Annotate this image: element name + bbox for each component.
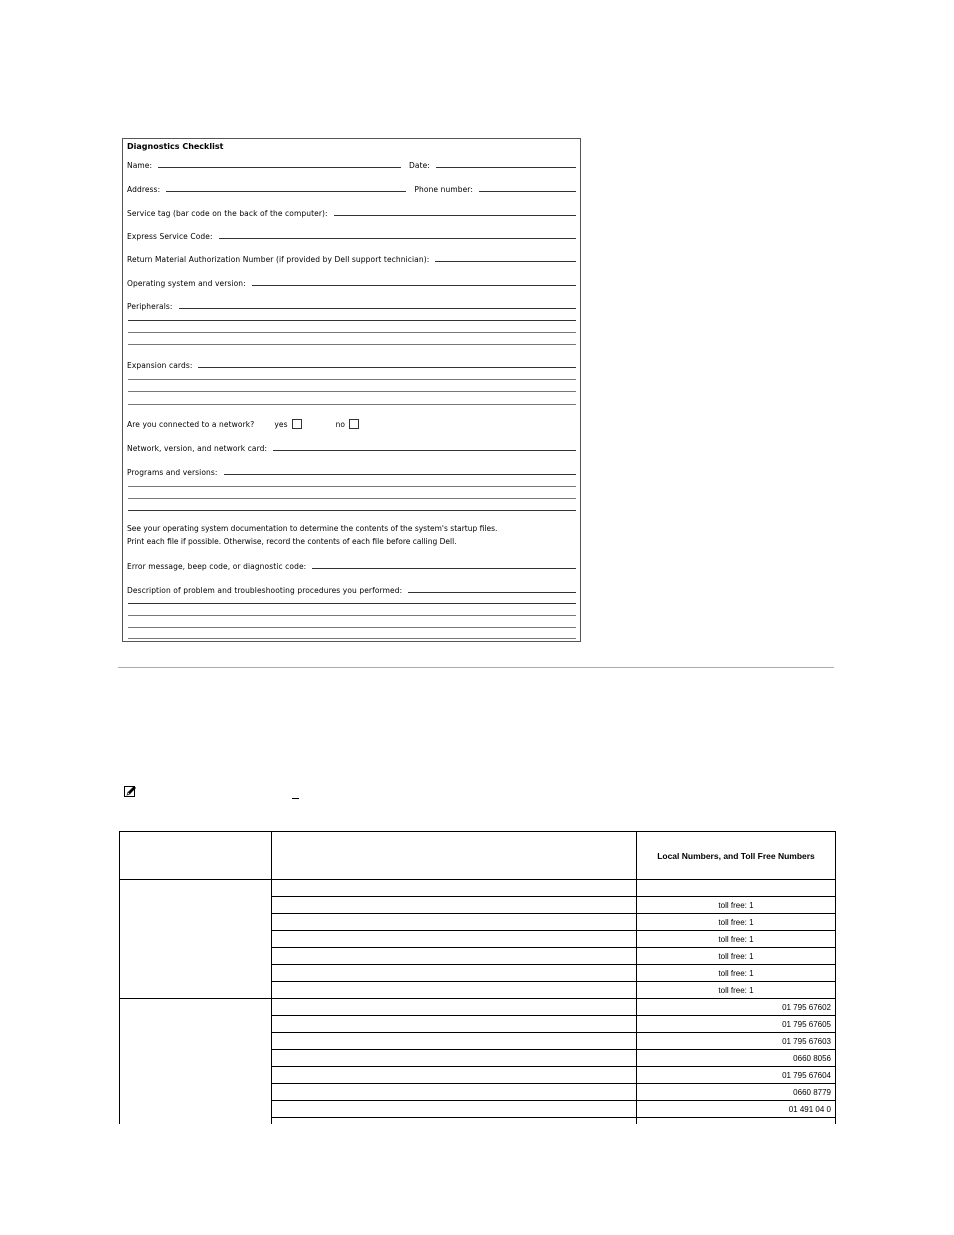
peripherals-line[interactable]	[128, 344, 576, 345]
expansion-label: Expansion cards:	[127, 361, 193, 370]
programs-line[interactable]	[128, 486, 576, 487]
name-date-row	[127, 158, 576, 170]
service-tag-label: Service tag (bar code on the back of the computer):	[127, 209, 328, 218]
phone-label: Phone number:	[414, 185, 473, 194]
number-cell: 01 795 67604	[637, 1067, 836, 1084]
service-cell	[272, 965, 637, 982]
expansion-field[interactable]	[198, 365, 576, 368]
error-row	[127, 559, 576, 571]
table-header-row	[120, 832, 836, 880]
note-link-underline[interactable]	[292, 798, 299, 799]
number-cell: toll free: 1	[637, 982, 836, 999]
network-question-row	[127, 418, 576, 430]
service-cell	[272, 999, 637, 1016]
service-tag-field[interactable]	[334, 213, 576, 216]
number-cell	[637, 1118, 836, 1124]
section-divider	[118, 667, 834, 668]
peripherals-row	[127, 299, 576, 311]
number-cell: toll free: 1	[637, 897, 836, 914]
rma-row	[127, 252, 576, 264]
peripherals-field[interactable]	[179, 306, 576, 309]
number-cell: toll free: 1	[637, 965, 836, 982]
service-cell	[272, 948, 637, 965]
service-tag-row	[127, 206, 576, 218]
os-field[interactable]	[252, 283, 576, 286]
number-cell: 0660 8779	[637, 1084, 836, 1101]
number-cell: toll free: 1	[637, 914, 836, 931]
contact-numbers-table	[119, 831, 836, 1124]
os-row	[127, 276, 576, 288]
number-cell: toll free: 1	[637, 931, 836, 948]
table-header-country	[120, 832, 272, 880]
number-cell	[637, 880, 836, 897]
date-field[interactable]	[436, 165, 576, 168]
table-row	[120, 880, 836, 897]
peripherals-line[interactable]	[128, 332, 576, 333]
service-cell	[272, 1067, 637, 1084]
expansion-line[interactable]	[128, 391, 576, 392]
address-phone-row	[127, 182, 576, 194]
programs-line[interactable]	[128, 510, 576, 511]
description-line[interactable]	[128, 627, 576, 628]
no-label: no	[335, 419, 346, 429]
number-cell: 01 795 67603	[637, 1033, 836, 1050]
no-checkbox[interactable]	[349, 419, 359, 429]
peripherals-label: Peripherals:	[127, 302, 173, 311]
number-cell: 01 491 04 0	[637, 1101, 836, 1118]
description-label: Description of problem and troubleshooting procedures you performed:	[127, 586, 403, 595]
express-code-label: Express Service Code:	[127, 232, 213, 241]
number-cell: 01 795 67602	[637, 999, 836, 1016]
date-label: Date:	[409, 161, 430, 170]
number-cell: toll free: 1	[637, 948, 836, 965]
network-card-label: Network, version, and network card:	[127, 444, 268, 453]
network-question-label: Are you connected to a network?	[127, 419, 255, 429]
checklist-title: Diagnostics Checklist	[127, 142, 224, 151]
service-cell	[272, 931, 637, 948]
express-code-row	[127, 229, 576, 241]
service-cell	[272, 1118, 637, 1124]
express-code-field[interactable]	[219, 236, 576, 239]
group-2-cell	[120, 999, 272, 1124]
address-field[interactable]	[166, 189, 406, 192]
service-cell	[272, 1101, 637, 1118]
rma-label: Return Material Authorization Number (if provided by Dell support technician):	[127, 255, 430, 264]
description-field[interactable]	[408, 590, 576, 593]
description-row	[127, 583, 576, 595]
service-cell	[272, 1084, 637, 1101]
network-card-field[interactable]	[273, 448, 576, 451]
name-label: Name:	[127, 161, 153, 170]
startup-note-line-2: Print each file if possible. Otherwise, record the contents of each file before calling Dell.	[127, 537, 457, 546]
description-line[interactable]	[128, 615, 576, 616]
service-cell	[272, 1033, 637, 1050]
pencil-note-icon	[124, 785, 137, 798]
number-cell: 01 795 67605	[637, 1016, 836, 1033]
expansion-row	[127, 358, 576, 370]
phone-field[interactable]	[479, 189, 576, 192]
service-cell	[272, 914, 637, 931]
address-label: Address:	[127, 185, 161, 194]
diagnostics-checklist-form	[122, 138, 581, 642]
table-header-numbers: Local Numbers, and Toll Free Numbers	[637, 832, 836, 880]
group-1-cell	[120, 880, 272, 999]
description-line[interactable]	[128, 638, 576, 639]
peripherals-line[interactable]	[128, 320, 576, 321]
expansion-line[interactable]	[128, 404, 576, 405]
error-label: Error message, beep code, or diagnostic code:	[127, 562, 307, 571]
programs-field[interactable]	[224, 472, 576, 475]
programs-label: Programs and versions:	[127, 468, 218, 477]
error-field[interactable]	[312, 566, 576, 569]
table-header-department	[272, 832, 637, 880]
rma-field[interactable]	[435, 259, 576, 262]
service-cell	[272, 880, 637, 897]
service-cell	[272, 897, 637, 914]
startup-note-line-1: See your operating system documentation to determine the contents of the system's startup files.	[127, 524, 498, 533]
service-cell	[272, 1016, 637, 1033]
network-card-row	[127, 441, 576, 453]
service-cell	[272, 982, 637, 999]
service-cell	[272, 1050, 637, 1067]
name-field[interactable]	[158, 165, 401, 168]
programs-line[interactable]	[128, 498, 576, 499]
os-label: Operating system and version:	[127, 279, 246, 288]
number-cell: 0660 8056	[637, 1050, 836, 1067]
expansion-line[interactable]	[128, 379, 576, 380]
yes-checkbox[interactable]	[292, 419, 302, 429]
table-row	[120, 999, 836, 1016]
description-line[interactable]	[128, 603, 576, 604]
programs-row	[127, 465, 576, 477]
yes-label: yes	[274, 419, 288, 429]
